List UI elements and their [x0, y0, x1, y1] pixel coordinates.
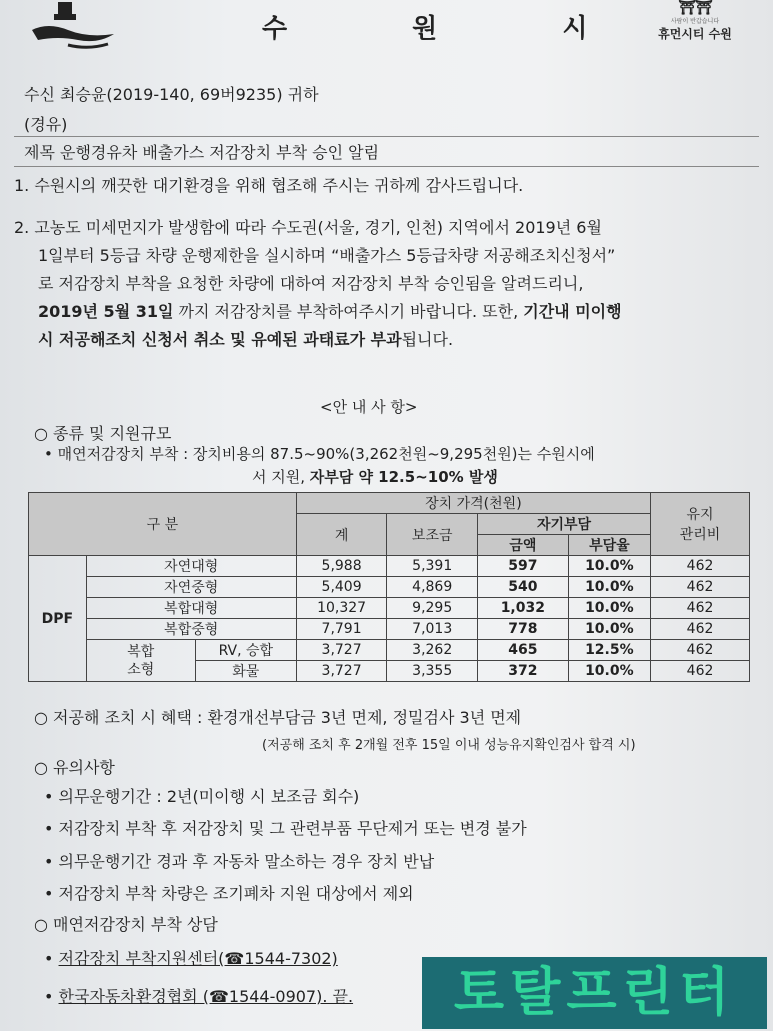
- group-mixed-small: 복합 소형: [86, 640, 195, 682]
- cell-amount: 540: [478, 577, 569, 598]
- deadline-date: 2019년 5월 31일: [38, 302, 174, 321]
- row-name: 자연중형: [86, 577, 296, 598]
- caution-heading: ○ 유의사항: [34, 758, 115, 777]
- caution-item-2: • 저감장치 부착 후 저감장치 및 그 관련부품 무단제거 또는 변경 불가: [44, 819, 527, 838]
- group-dpf: DPF: [29, 556, 87, 682]
- suwon-city-logo: [28, 0, 118, 55]
- table-row: [29, 556, 750, 577]
- cell-total: 7,791: [296, 619, 387, 640]
- cell-subsidy: 3,355: [387, 661, 478, 682]
- cell-subsidy: 5,391: [387, 556, 478, 577]
- contact-1: • 저감장치 부착지원센터(☎1544-7302): [44, 949, 338, 968]
- cell-maint: 462: [651, 598, 750, 619]
- device-price-table: [28, 492, 750, 682]
- contact-2-text: 한국자동차환경협회 (☎1544-0907). 끝.: [58, 987, 354, 1006]
- cell-maint: 462: [651, 556, 750, 577]
- paragraph-2-line-4: [38, 299, 622, 322]
- cell-subsidy: 9,295: [387, 598, 478, 619]
- guide-bullet-1-line-2: [252, 466, 498, 487]
- paragraph-2-line-5-text: 됩니다.: [401, 330, 454, 349]
- cell-rate: 12.5%: [568, 640, 650, 661]
- consult-heading: ○ 매연저감장치 부착 상담: [34, 915, 218, 934]
- cell-subsidy: 3,262: [387, 640, 478, 661]
- table-row: [29, 619, 750, 640]
- paragraph-2-line-2: 1일부터 5등급 차량 운행제한을 실시하며 “배출가스 5등급차량 저공해조치신청서”: [38, 246, 616, 265]
- header-price: 장치 가격(천원): [296, 493, 650, 514]
- cell-subsidy: 7,013: [387, 619, 478, 640]
- cell-rate: 10.0%: [568, 598, 650, 619]
- subject-line: 제목 운행경유차 배출가스 저감장치 부착 승인 알림: [24, 143, 380, 162]
- guide-bullet-1-line-2-text: 서 지원,: [252, 468, 310, 486]
- cell-maint: 462: [651, 577, 750, 598]
- benefit-line: ○ 저공해 조치 시 혜택 : 환경개선부담금 3년 면제, 정밀검사 3년 면제: [34, 708, 522, 727]
- contact-1-text: 저감장치 부착지원센터(☎1544-7302): [58, 949, 338, 968]
- row-name: 복합대형: [86, 598, 296, 619]
- header-maintenance: 유지 관리비: [651, 493, 750, 556]
- row-name: 자연대형: [86, 556, 296, 577]
- caution-item-1: • 의무운행기간 : 2년(미이행 시 보조금 회수): [44, 787, 360, 806]
- paragraph-2-line-4-text: 까지 저감장치를 부착하여주시기 바랍니다. 또한,: [173, 302, 524, 321]
- cell-subsidy: 4,869: [387, 577, 478, 598]
- header-rate: 부담율: [568, 535, 650, 556]
- contact-2: • 한국자동차환경협회 (☎1544-0907). 끝.: [44, 987, 354, 1006]
- header-amount: 금액: [478, 535, 569, 556]
- cell-total: 3,727: [296, 661, 387, 682]
- cell-rate: 10.0%: [568, 577, 650, 598]
- cell-total: 10,327: [296, 598, 387, 619]
- guide-bullet-1-line-1: • 매연저감장치 부착 : 장치비용의 87.5~90%(3,262천원~9,295천원)는 수원시에: [44, 445, 595, 463]
- divider: [14, 136, 759, 137]
- slogan-name: 휴먼시티 수원: [658, 27, 732, 41]
- divider: [14, 166, 759, 167]
- row-name: 복합중형: [86, 619, 296, 640]
- row-name: 화물: [195, 661, 296, 682]
- watermark-banner: 토탈프린터: [422, 957, 767, 1029]
- guide-section-1: ○ 종류 및 지원규모: [34, 424, 172, 443]
- cell-amount: 372: [478, 661, 569, 682]
- recipient-line: 수신 최승윤(2019-140, 69버9235) 귀하: [24, 85, 319, 104]
- cell-rate: 10.0%: [568, 619, 650, 640]
- caution-item-3: • 의무운행기간 경과 후 자동차 말소하는 경우 장치 반납: [44, 852, 435, 871]
- cell-amount: 465: [478, 640, 569, 661]
- cell-total: 5,409: [296, 577, 387, 598]
- caution-item-4: • 저감장치 부착 차량은 조기폐차 지원 대상에서 제외: [44, 884, 414, 903]
- table-row: [29, 640, 750, 661]
- warning-bold-1: 기간내 미이행: [523, 302, 622, 321]
- cell-amount: 1,032: [478, 598, 569, 619]
- row-name: RV, 승합: [195, 640, 296, 661]
- header-category: 구 분: [29, 493, 297, 556]
- cell-maint: 462: [651, 661, 750, 682]
- cell-amount: 778: [478, 619, 569, 640]
- human-city-logo: [640, 0, 750, 50]
- slogan-small: 사람이 반갑습니다: [670, 18, 720, 25]
- cell-maint: 462: [651, 640, 750, 661]
- human-city-mark-icon: ⛩⛩: [678, 0, 712, 16]
- cell-total: 5,988: [296, 556, 387, 577]
- cell-rate: 10.0%: [568, 661, 650, 682]
- cell-maint: 462: [651, 619, 750, 640]
- paragraph-2-line-3: 로 저감장치 부착을 요청한 차량에 대하여 저감장치 부착 승인됨을 알려드리니,: [38, 274, 584, 293]
- self-pay-note: 자부담 약 12.5~10% 발생: [309, 468, 498, 486]
- table-row: [29, 577, 750, 598]
- paragraph-2-line-5: [38, 327, 453, 350]
- table-row: [29, 598, 750, 619]
- org-title: 수 원 시: [262, 14, 646, 44]
- cell-amount: 597: [478, 556, 569, 577]
- guide-heading: <안 내 사 항>: [320, 398, 418, 416]
- benefit-note: (저공해 조치 후 2개월 전후 15일 이내 성능유지확인검사 합격 시): [262, 738, 636, 753]
- header-self-pay: 자기부담: [478, 514, 651, 535]
- header-subsidy: 보조금: [387, 514, 478, 556]
- paragraph-1: 1. 수원시의 깨끗한 대기환경을 위해 협조해 주시는 귀하께 감사드립니다.: [14, 176, 524, 195]
- paragraph-2-line-1: 2. 고농도 미세먼지가 발생함에 따라 수도권(서울, 경기, 인천) 지역에서 2019년 6월: [14, 218, 602, 237]
- warning-bold-2: 시 저공해조치 신청서 취소 및 유예된 과태료가 부과: [38, 330, 402, 349]
- cell-total: 3,727: [296, 640, 387, 661]
- via-line: (경유): [24, 115, 68, 134]
- cell-rate: 10.0%: [568, 556, 650, 577]
- header-total: 계: [296, 514, 387, 556]
